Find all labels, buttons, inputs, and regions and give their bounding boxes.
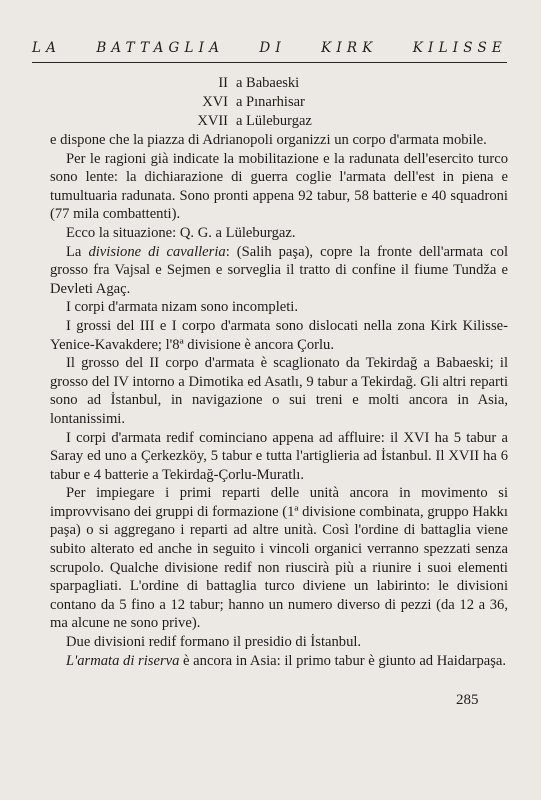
paragraph-rest: è ancora in Asia: il primo tabur è giunto ad Haidarpaşa. (179, 652, 507, 669)
corps-place: a Babaeski (236, 75, 300, 91)
paragraph: Ecco la situazione: Q. G. a Lüleburgaz. (66, 224, 296, 241)
paragraph: Per impiegare i primi reparti delle unità ancora in movimento si improvvisano dei gruppi di formazione (1ª divisione combinata, gruppo Hakkı paşa) o si aggregano i reparti ad altre unità. Così l'ordine di battaglia viene subito alterato ed anche in seguito i vincoli organici verranno spezzati senza scrupolo. Qualche divisione redif non riuscirà più a riunire i suoi elementi sparpagliati. L'ordine di battaglia turco diviene un labirinto: le divisioni contano da 5 fino a 12 tabur; hanno un numero diverso di pezzi (da 12 a 36, ma alcune ne sono prive). (50, 485, 508, 632)
paragraph-reserve (50, 652, 508, 671)
page-number: 285 (456, 692, 479, 708)
emphasis: divisione di cavalleria (88, 243, 226, 260)
corps-list (190, 74, 312, 131)
corps-list-row (190, 112, 312, 131)
paragraph: Il grosso del II corpo d'armata è scaglionato da Tekirdağ a Babaeski; il grosso del IV intorno a Dimotika ed Asatlı, 9 tabur a Tekirdağ. Gli altri reparti sono ad İstanbul, in navigazione o sui treni e molti ancora in Asia, lontanissimi. (50, 355, 508, 427)
paragraph: Per le ragioni già indicate la mobilitazione e la radunata dell'esercito turco sono lente: la dichiarazione di guerra coglie l'armata dell'est in piena e tumultuaria radunata. Sono pronti appena 92 tabur, 58 batterie e 40 squadroni (77 mila combattenti). (50, 150, 508, 223)
running-head (32, 40, 507, 56)
corps-number: XVI (202, 94, 228, 110)
running-head-word: LA (32, 40, 62, 56)
emphasis: L'armata di riserva (66, 652, 180, 669)
paragraph: I corpi d'armata nizam sono incompleti. (66, 299, 299, 316)
paragraph: e dispone che la piazza di Adrianopoli organizzi un corpo d'armata mobile. (50, 132, 487, 148)
paragraph-rest: : (Salih paşa), copre la fronte dell'armata col grosso fra Vajsal e Sejmen e sorveglia il tratto di confine il fiume Tundža e Devleti Agaç. (50, 243, 508, 297)
running-head-word: KIRK (321, 40, 378, 56)
paragraph: I grossi del III e I corpo d'armata sono dislocati nella zona Kirk Kilisse-Yenice-Kavakdere; l'8ª divisione è ancora Çorlu. (50, 317, 508, 353)
corps-place: a Lüleburgaz (236, 113, 312, 129)
corps-list-row (190, 74, 312, 93)
body-text (50, 131, 508, 670)
running-head-word: DI (259, 40, 286, 56)
corps-number: II (218, 75, 228, 91)
paragraph: I corpi d'armata redif cominciano appena ad affluire: il XVI ha 5 tabur a Saray ed uno a Çerkezköy, 5 tabur e tutta l'artiglieria ad İstanbul. Il XVII ha 6 tabur e 4 batterie a Tekirdağ-Çorlu-Muratlı. (50, 429, 508, 483)
running-head-word: KILISSE (412, 40, 507, 56)
corps-place: a Pınarhisar (236, 94, 305, 110)
running-head-word: BATTAGLIA (96, 40, 225, 56)
header-rule (32, 62, 507, 63)
corps-number: XVII (197, 113, 228, 129)
corps-list-row (190, 93, 312, 112)
paragraph: Due divisioni redif formano il presidio di İstanbul. (66, 634, 362, 651)
paragraph-lead: La (66, 243, 82, 260)
paragraph-cavalry (50, 243, 508, 299)
